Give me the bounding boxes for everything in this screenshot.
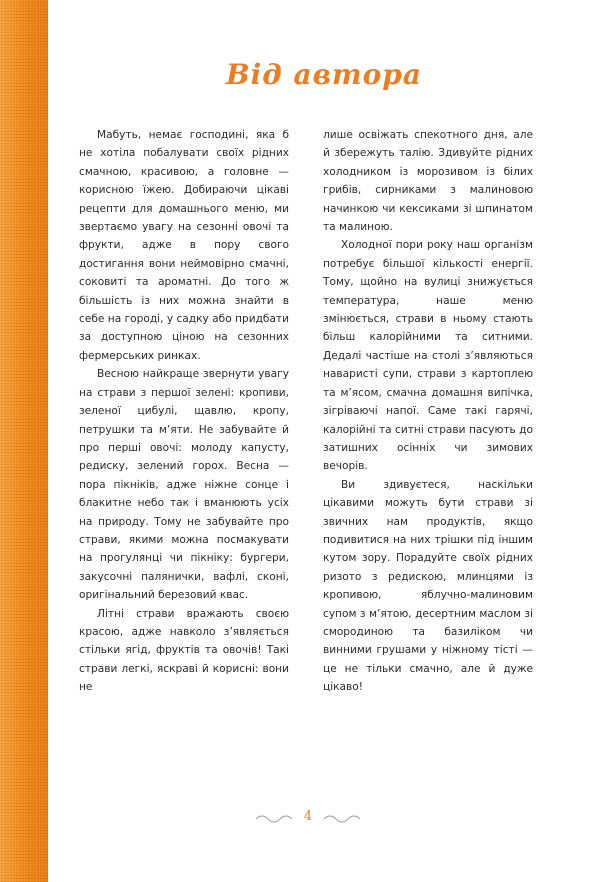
paragraph: Літні страви вражають своєю красою, адже навколо з’являється стільки ягід, фруктів та овочів! Такі страви легкі, яскраві й корисні: вони не <box>79 607 289 694</box>
fabric-spine <box>0 0 48 882</box>
page-number: 4 <box>303 809 313 824</box>
paragraph: Мабуть, немає господині, яка б не хотіла побалувати своїх рідних смачною, красивою, а головне — корисною їжею. Добираючи цікаві рецепти для домашнього меню, ми звертаємо увагу на сезонні овочі та фрукти, адже в пору свого достигання вони неймовірно смачні, соковиті та ароматні. До того ж більшість із них можна знайти в себе на городі, у садку або придбати за доступною ціною на сезонних фермерських ринках. <box>79 129 289 362</box>
text-column-left <box>79 126 289 697</box>
paragraph: Весною найкраще звернути увагу на страви з першої зелені: кропиви, зеленої цибулі, щавлю, кропу, петрушки та м’яти. Не забувайте й про перші овочі: молоду капусту, редиску, зелений горох. Весна — пора пікніків, адже ніжне сонце і блакитне небо так і вманюють усіх на природу. Тому не забувайте про страви, якими можна посмакувати на прогулянці чи пікніку: бургери, закусочні палянички, вафлі, сконі, оригінальний березовий квас. <box>79 368 289 602</box>
text-column-right <box>323 126 533 697</box>
paragraph: лише освіжать спекотного дня, але й збережуть талію. Здивуйте рідних холодником із морозивом із білих грибів, сирниками з малиновою начинкою чи кексиками зі шпинатом та малиною. <box>323 129 533 234</box>
page-title: Від автора <box>225 58 423 91</box>
page-footer <box>248 808 368 830</box>
paragraph: Ви здивуєтеся, наскільки цікавими можуть бути страви зі звичних нам продуктів, якщо подивитися на них трішки під іншим кутом зору. Порадуйте своїх рідних ризото з редискою, млинцями із кропивою, яблучно-малиновим супом з м’ятою, десертним маслом зі смородиною та базиліком чи винними грушами у ніжному тісті — це не тільки смачно, але й дуже цікаво! <box>323 478 533 694</box>
paragraph: Холодної пори року наш організм потребує більшої кількості енергії. Тому, щойно на вулиці знижується температура, наше меню змінюється, страви в ньому стають більш калорійними та ситними. Дедалі частіше на столі з’являються наваристі супи, страви з картоплею та м’ясом, смачна домашня випічка, зігріваючі напої. Саме такі гарячі, калорійні та ситні страви пасують до затишних осінніх чи зимових вечорів. <box>323 239 533 473</box>
